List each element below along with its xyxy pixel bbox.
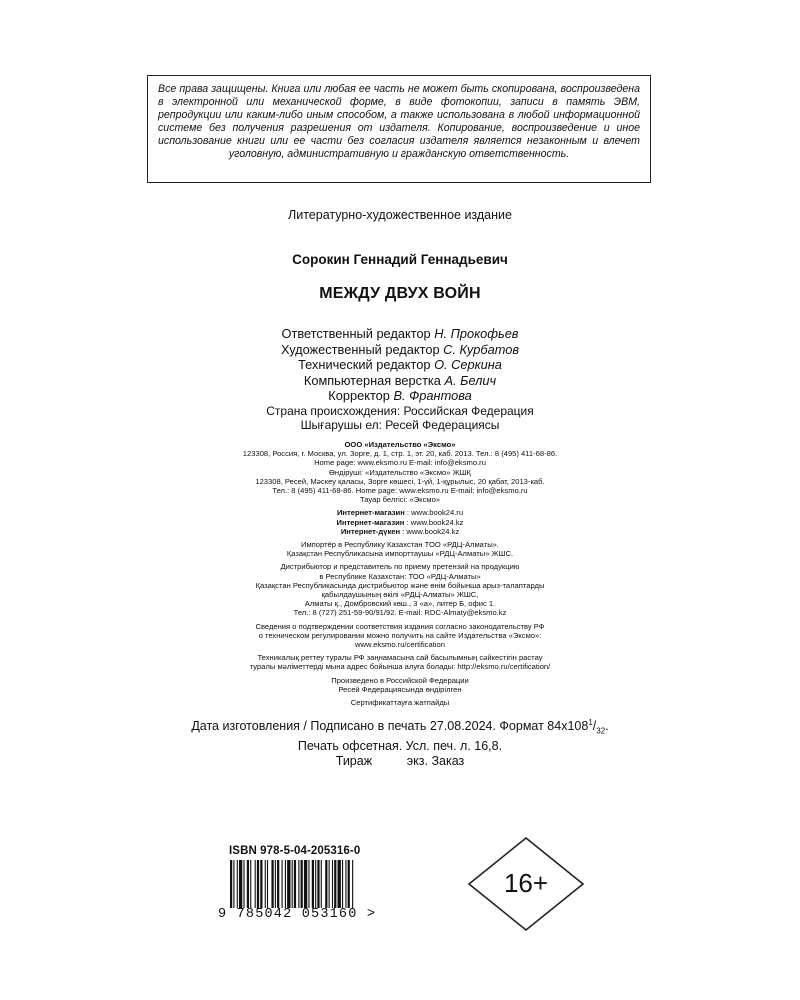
publisher-kz-name: Өндіруші: «Издательство «Эксмо» ЖШҚ: [328, 467, 471, 477]
barcode-bars: [230, 860, 400, 910]
publisher-kz-brand: Тауар белгісі: «Эксмо»: [359, 495, 441, 505]
staff-line: Художественный редактор С. Курбатов: [280, 341, 520, 357]
not-certified: Сертификаттауға жатпайды: [350, 698, 450, 708]
distributor-ru: Дистрибьютор и представитель по приему претензий на продукцию: [280, 562, 520, 572]
distributor-kz: қабылдаушының өкілі «РДЦ-Алматы» ЖШС,: [321, 590, 479, 600]
made-in-ru: Произведено в Российской Федерации: [331, 675, 469, 685]
printing-line-circulation: Тираж экз. Заказ: [335, 753, 465, 768]
isbn-barcode: [218, 845, 412, 927]
editorial-staff: [0, 326, 800, 404]
publisher-name: ООО «Издательство «Эксмо»: [344, 440, 456, 449]
staff-line: Ответственный редактор Н. Прокофьев: [281, 326, 519, 341]
publisher-block: [0, 440, 800, 707]
distributor-ru: в Республике Казахстан: ТОО «РДЦ-Алматы»: [319, 571, 481, 581]
staff-line: Компьютерная верстка А. Белич: [303, 372, 497, 388]
barcode-digits: 9 785042 053160 >: [218, 907, 377, 922]
certification-ru: о техническом регулировании можно получить на сайте Издательства «Эксмо»:: [258, 630, 542, 640]
isbn-label: ISBN 978-5-04-205316-0: [229, 845, 361, 857]
publisher-kz-contacts: Тел.: 8 (495) 411-68-86. Home page: www.eksmo.ru E-mail: info@eksmo.ru: [272, 486, 528, 496]
made-in-kz: Ресей Федерациясында өндірілген: [338, 684, 462, 694]
online-shop-line: Интернет-магазин : www.book24.kz: [336, 517, 464, 527]
distributor-kz: Қазақстан Республикасында дистрибьютор және өнім бойынша арыз-талаптарды: [255, 580, 545, 590]
certification-ru: Сведения о подтверждении соответствия издания согласно законодательству РФ: [255, 621, 545, 631]
copyright-notice-box: [147, 75, 651, 183]
certification-ru: www.eksmo.ru/certification: [355, 640, 445, 650]
distributor-phones: Тел.: 8 (727) 251-59-90/91/92. E-mail: RDC-Almaty@eksmo.kz: [293, 608, 507, 618]
certification-kz: туралы мәліметтерді мына адрес бойынша алуға болады: http://eksmo.ru/certification/: [249, 662, 551, 672]
online-shop-line: Интернет-дүкен : www.book24.kz: [340, 526, 460, 536]
distributor-address: Алматы қ., Домбровский көш., 3 «а», литер Б, офис 1.: [304, 599, 496, 609]
age-rating-text: 16+: [503, 868, 549, 898]
printing-line-offset: Печать офсетная. Усл. печ. л. 16,8.: [297, 739, 503, 754]
printing-line-format: Дата изготовления / Подписано в печать 27.08.2024. Формат $84х108^1/_{32}$.: [191, 718, 609, 736]
author-name: Сорокин Геннадий Геннадьевич: [292, 252, 508, 267]
copyright-notice-text: Все права защищены. Книга или любая ее часть не может быть скопирована, воспроизведена в электронной или механической форме, в виде фотокопии, записи в память ЭВМ, репродукции или каким-либо иным способом, а также использована в любой информационной системе без получения разрешения от издателя. Копирование, воспроизведение и иное использование книги или ее части без согласия издателя является незаконным и влечет уголовную, административную и гражданскую ответственность.: [158, 83, 640, 161]
staff-line: Технический редактор О. Серкина: [298, 357, 502, 373]
publisher-web: Home page: www.eksmo.ru E-mail: info@eksmo.ru: [314, 458, 486, 468]
origin-ru: Страна происхождения: Российская Федерация: [266, 404, 534, 418]
printing-details: [0, 716, 800, 768]
importer-ru: Импортёр в Республику Казахстан ТОО «РДЦ-Алматы».: [300, 540, 499, 550]
online-shop-line: Интернет-магазин : www.book24.ru: [336, 508, 464, 518]
certification-kz: Техникалық реттеу туралы РФ заңнамасына сай басылымның сәйкестігін растау: [257, 653, 543, 663]
origin-kz: Шығарушы ел: Ресей Федерациясы: [300, 417, 500, 432]
publisher-kz-address: 123308, Ресей, Мәскеу қаласы, Зорге көшесі, 1-үй, 1-құрылыс, 20 қабат, 2013-каб.: [255, 476, 545, 486]
age-rating-badge: [467, 836, 585, 932]
book-title: МЕЖДУ ДВУХ ВОЙН: [319, 285, 481, 302]
edition-type: Литературно-художественное издание: [288, 208, 512, 222]
staff-line: Корректор В. Франтова: [328, 388, 472, 404]
publisher-address: 123308, Россия, г. Москва, ул. Зорге, д. 1, стр. 1, эт. 20, каб. 2013. Тел.: 8 (495) 411-68-86.: [242, 449, 558, 459]
importer-kz: Қазақстан Республикасына импорттаушы «РДЦ-Алматы» ЖШС.: [286, 549, 514, 559]
country-of-origin: [0, 405, 800, 432]
